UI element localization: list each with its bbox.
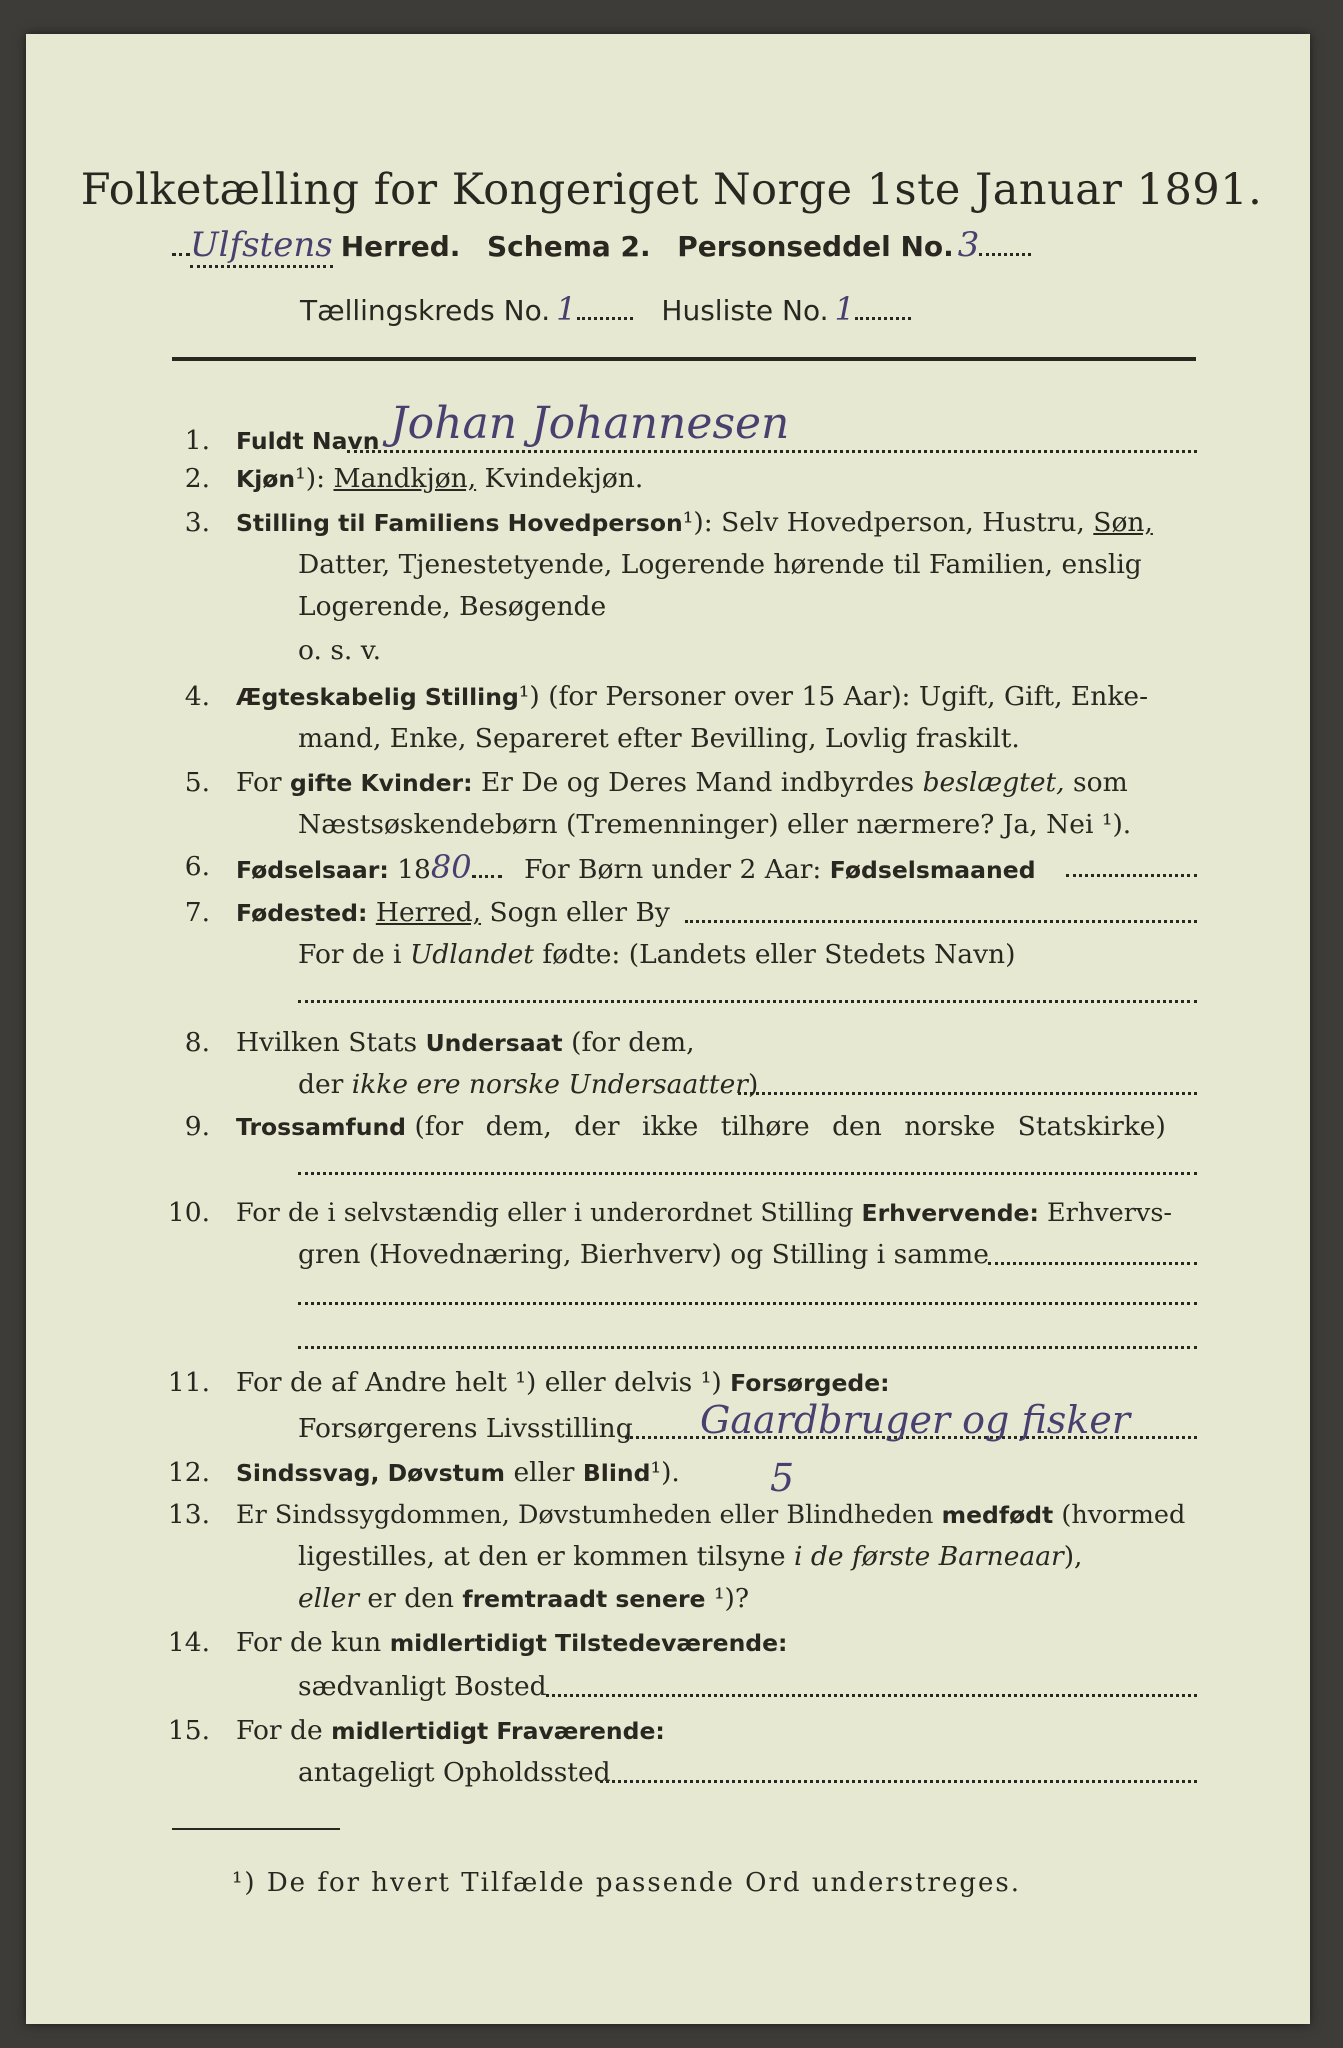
q8-dotline <box>738 1092 1197 1095</box>
q3-line2: Datter, Tjenestetyende, Logerende hørende til Familien, enslig <box>298 549 1142 580</box>
q5-number: 5. <box>184 767 210 798</box>
kreds-label: Tællingskreds No. <box>300 294 551 327</box>
q1-label: Fuldt Navn <box>236 427 380 455</box>
q10-number: 10. <box>167 1197 210 1228</box>
q7-row: Fødested: Herred, Sogn eller By <box>236 897 670 928</box>
q2-kvindekjon: Kvindekjøn. <box>484 463 644 494</box>
q7-line2: For de i Udlandet fødte: (Landets eller Stedets Navn) <box>298 939 1016 970</box>
q15-line2: antageligt Opholdssted <box>298 1757 611 1788</box>
q10-label: Erhvervende: <box>861 1199 1039 1227</box>
q3-row: Stilling til Familiens Hovedperson¹): Selv Hovedperson, Hustru, Søn, <box>236 507 1153 538</box>
q10-line2: gren (Hovednæring, Bierhverv) og Stilling i samme <box>298 1239 989 1270</box>
q6-label2: Fødselsmaaned <box>829 856 1036 884</box>
q15-number: 15. <box>167 1715 210 1746</box>
q9-dotline <box>298 1172 1197 1175</box>
q11-occupation-handwritten: Gaardbruger og fisker <box>700 1398 1130 1442</box>
q9-label: Trossamfund <box>236 1113 407 1141</box>
kreds-line <box>300 292 911 328</box>
q6-dotline <box>1066 874 1197 877</box>
q12-label: Sindssvag, Døvstum <box>236 1459 506 1487</box>
q7-number: 7. <box>184 897 210 928</box>
personseddel-number: 3 <box>957 225 980 265</box>
q2-number: 2. <box>184 463 210 494</box>
q6-label: Fødselsaar: <box>236 856 389 884</box>
q10-dotline <box>988 1262 1197 1265</box>
herred-name: Ulfstens <box>190 225 333 268</box>
q8-number: 8. <box>184 1027 210 1058</box>
q13-line2: ligestilles, at den er kommen tilsyne i de første Barneaar), <box>298 1541 1083 1572</box>
q4-number: 4. <box>184 681 210 712</box>
footnote: ¹) De for hvert Tilfælde passende Ord understreges. <box>232 1868 1022 1898</box>
q9-number: 9. <box>184 1111 210 1142</box>
q2-mandkjon: Mandkjøn, <box>333 463 477 494</box>
q14-number: 14. <box>167 1627 210 1658</box>
q10-dotline-3 <box>298 1346 1197 1349</box>
husliste-number: 1 <box>834 290 855 328</box>
q14-label: midlertidigt Tilstedeværende: <box>389 1629 788 1657</box>
personseddel-label: Personseddel No. <box>677 230 954 263</box>
q11-line2: Forsørgerens Livsstilling <box>298 1413 633 1444</box>
q12-row: Sindssvag, Døvstum eller Blind¹). <box>236 1457 680 1488</box>
q5-line2: Næstsøskendebørn (Tremenninger) eller nærmere? Ja, Nei ¹). <box>298 809 1132 840</box>
q7-label: Fødested: <box>236 899 368 927</box>
q13-line3: eller er den fremtraadt senere ¹)? <box>298 1583 750 1614</box>
header-rule <box>172 357 1196 361</box>
q15-label: midlertidigt Fraværende: <box>331 1717 665 1745</box>
q3-label: Stilling til Familiens Hovedperson <box>236 509 683 537</box>
q13-label2: fremtraadt senere <box>462 1585 706 1613</box>
q11-number: 11. <box>167 1367 210 1398</box>
q7-dotline-2 <box>298 1000 1197 1003</box>
q2-row: Kjøn¹): Mandkjøn, Kvindekjøn. <box>236 463 644 494</box>
herred-label: Herred. <box>340 230 461 263</box>
q4-line2: mand, Enke, Separeret efter Bevilling, Lovlig fraskilt. <box>298 723 1020 754</box>
q5-label: gifte Kvinder: <box>290 769 473 797</box>
q6-row: Fødselsaar: 1880 For Børn under 2 Aar: Fødselsmaaned <box>236 848 1036 886</box>
q15-dotline <box>600 1780 1197 1783</box>
q11-row: For de af Andre helt ¹) eller delvis ¹) Forsørgede: <box>236 1367 890 1398</box>
q8-label: Undersaat <box>425 1029 563 1057</box>
q13-handwritten-mark: 5 <box>770 1456 795 1500</box>
q13-row: Er Sindssygdommen, Døvstumheden eller Blindheden medfødt (hvormed <box>236 1500 1186 1530</box>
q9-row: Trossamfund (for dem, der ikke tilhøre den norske Statskirke) <box>236 1111 1166 1142</box>
q12-number: 12. <box>167 1457 210 1488</box>
q6-year-handwritten: 80 <box>430 848 472 886</box>
q15-row: For de midlertidigt Fraværende: <box>236 1715 665 1746</box>
q8-line2: der ikke ere norske Undersaatter) <box>298 1069 759 1100</box>
q6-number: 6. <box>184 851 210 882</box>
footnote-rule <box>172 1828 340 1830</box>
form-title: Folketælling for Kongeriget Norge 1ste Januar 1891. <box>80 165 1263 215</box>
schema-label: Schema 2. <box>487 230 651 263</box>
q1-number: 1. <box>184 425 210 456</box>
husliste-label: Husliste No. <box>661 294 829 327</box>
q2-label: Kjøn <box>236 465 296 493</box>
q10-dotline-2 <box>298 1302 1197 1305</box>
q1-name-handwritten: Johan Johannesen <box>390 398 790 449</box>
q13-number: 13. <box>167 1499 210 1530</box>
q10-row: For de i selvstændig eller i underordnet Stilling Erhvervende: Erhvervs- <box>236 1198 1173 1228</box>
q8-row: Hvilken Stats Undersaat (for dem, <box>236 1027 695 1058</box>
q7-dotline <box>685 920 1197 923</box>
q14-line2: sædvanligt Bosted <box>298 1671 547 1702</box>
q3-line4: o. s. v. <box>298 635 382 666</box>
q14-dotline <box>546 1694 1197 1697</box>
q1-dotline <box>347 450 1197 453</box>
q7-herred-selected: Herred, <box>375 897 482 928</box>
q4-label: Ægteskabelig Stilling <box>236 683 519 711</box>
q3-son-selected: Søn, <box>1093 507 1153 538</box>
q3-line3: Logerende, Besøgende <box>298 591 607 622</box>
q13-label: medfødt <box>941 1501 1054 1529</box>
kreds-number: 1 <box>556 290 577 328</box>
herred-line <box>172 225 1031 265</box>
q14-row: For de kun midlertidigt Tilstedeværende: <box>236 1627 788 1658</box>
q5-row: For gifte Kvinder: Er De og Deres Mand indbyrdes beslægtet, som <box>236 767 1128 798</box>
q11-label: Forsørgede: <box>730 1369 890 1397</box>
q4-row: Ægteskabelig Stilling¹) (for Personer over 15 Aar): Ugift, Gift, Enke- <box>236 681 1149 712</box>
q3-number: 3. <box>184 507 210 538</box>
q12-label2: Blind <box>582 1459 651 1487</box>
